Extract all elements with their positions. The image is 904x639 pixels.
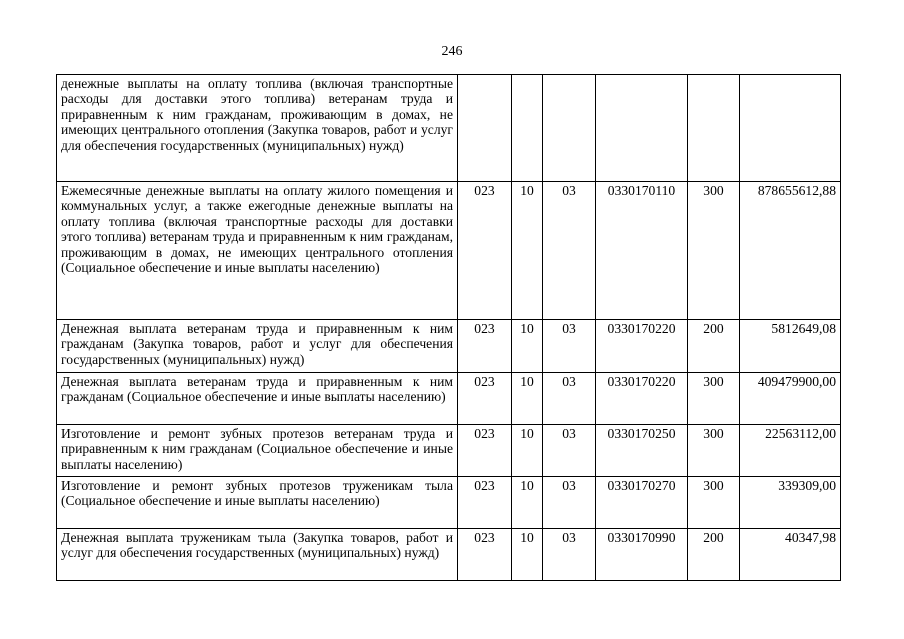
cell-target-article: 0330170110 — [596, 182, 688, 320]
cell-description: Денежная выплата труженикам тыла (Закупка товаров, работ и услуг для обеспечения государственных (муниципальных) нужд) — [57, 529, 458, 581]
table-row — [57, 75, 841, 182]
cell-expense-type — [688, 75, 740, 182]
table-row — [57, 477, 841, 529]
cell-subsection: 03 — [543, 529, 596, 581]
cell-amount: 409479900,00 — [740, 373, 841, 425]
cell-section: 10 — [512, 529, 543, 581]
cell-description: Денежная выплата ветеранам труда и приравненным к ним гражданам (Социальное обеспечение и иные выплаты населению) — [57, 373, 458, 425]
cell-expense-type: 300 — [688, 425, 740, 477]
cell-amount: 40347,98 — [740, 529, 841, 581]
cell-subsection — [543, 75, 596, 182]
cell-ministry — [458, 75, 512, 182]
cell-expense-type: 200 — [688, 320, 740, 373]
cell-target-article: 0330170220 — [596, 320, 688, 373]
cell-subsection: 03 — [543, 373, 596, 425]
cell-ministry: 023 — [458, 182, 512, 320]
cell-target-article: 0330170250 — [596, 425, 688, 477]
cell-description: Изготовление и ремонт зубных протезов труженикам тыла (Социальное обеспечение и иные выплаты населению) — [57, 477, 458, 529]
cell-description: денежные выплаты на оплату топлива (включая транспортные расходы для доставки этого топлива) ветеранам труда и приравненным к ним гражданам, проживающим в домах, не имеющих центрального отопления (Закупка товаров, работ и услуг для обеспечения государственных (муниципальных) нужд) — [57, 75, 458, 182]
cell-expense-type: 300 — [688, 373, 740, 425]
cell-section: 10 — [512, 182, 543, 320]
table-row — [57, 425, 841, 477]
cell-description: Ежемесячные денежные выплаты на оплату жилого помещения и коммунальных услуг, а также ежегодные денежные выплаты на оплату топлива (включая транспортные расходы для доставки этого топлива) ветеранам труда и приравненным к ним гражданам, проживающим в домах, не имеющих центрального отопления (Социальное обеспечение и иные выплаты населению) — [57, 182, 458, 320]
cell-amount: 878655612,88 — [740, 182, 841, 320]
cell-expense-type: 300 — [688, 477, 740, 529]
cell-ministry: 023 — [458, 373, 512, 425]
cell-target-article — [596, 75, 688, 182]
cell-target-article: 0330170270 — [596, 477, 688, 529]
cell-expense-type: 200 — [688, 529, 740, 581]
cell-section: 10 — [512, 477, 543, 529]
table-row — [57, 529, 841, 581]
table-body — [57, 75, 841, 581]
table-row — [57, 182, 841, 320]
cell-section: 10 — [512, 425, 543, 477]
cell-section: 10 — [512, 320, 543, 373]
table-row — [57, 320, 841, 373]
cell-section: 10 — [512, 373, 543, 425]
cell-subsection: 03 — [543, 477, 596, 529]
cell-ministry: 023 — [458, 320, 512, 373]
budget-table — [56, 74, 841, 581]
cell-subsection: 03 — [543, 425, 596, 477]
cell-expense-type: 300 — [688, 182, 740, 320]
cell-ministry: 023 — [458, 477, 512, 529]
cell-ministry: 023 — [458, 425, 512, 477]
cell-amount: 5812649,08 — [740, 320, 841, 373]
cell-subsection: 03 — [543, 182, 596, 320]
cell-ministry: 023 — [458, 529, 512, 581]
table-row — [57, 373, 841, 425]
cell-amount: 22563112,00 — [740, 425, 841, 477]
cell-description: Денежная выплата ветеранам труда и приравненным к ним гражданам (Закупка товаров, работ и услуг для обеспечения государственных (муниципальных) нужд) — [57, 320, 458, 373]
cell-section — [512, 75, 543, 182]
page-number: 246 — [441, 44, 463, 59]
cell-target-article: 0330170220 — [596, 373, 688, 425]
cell-description: Изготовление и ремонт зубных протезов ветеранам труда и приравненным к ним гражданам (Социальное обеспечение и иные выплаты населению) — [57, 425, 458, 477]
cell-subsection: 03 — [543, 320, 596, 373]
cell-amount: 339309,00 — [740, 477, 841, 529]
cell-amount — [740, 75, 841, 182]
cell-target-article: 0330170990 — [596, 529, 688, 581]
